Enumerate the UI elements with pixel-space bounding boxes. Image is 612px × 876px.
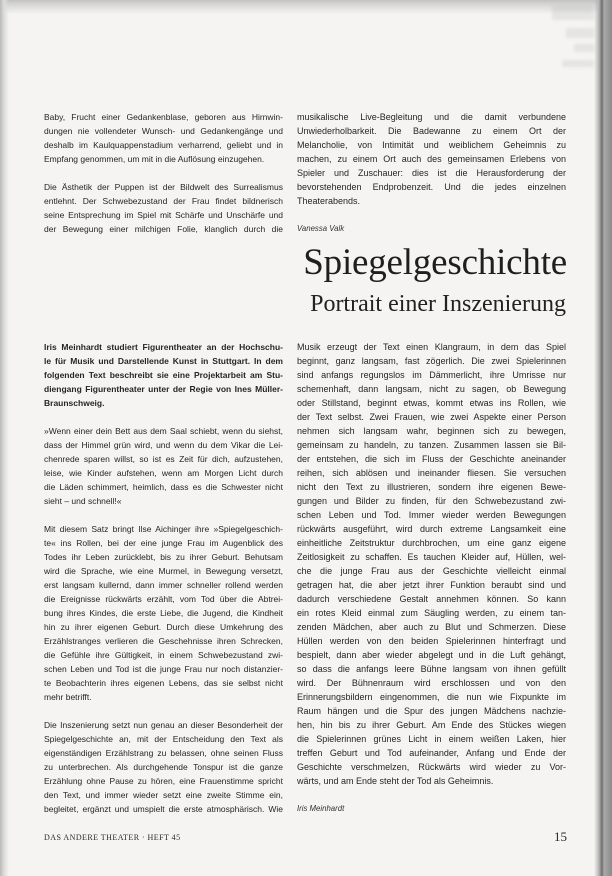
magazine-footer: DAS ANDERE THEATER · HEFT 45 xyxy=(44,833,181,842)
text-line: dadurch verschiedene Gestalt annehmen können. So kann xyxy=(297,594,566,604)
text-line: beginnt, ganz langsam, fast zögerlich. Die zwei Spielerinnen xyxy=(297,356,566,366)
page-number: 15 xyxy=(554,829,567,844)
text-line: ein rotes Kleid einmal zum Säugling werden, zu einem tan- xyxy=(297,608,566,618)
text-line: seine Entsprechung im Spiel mit Schärfe und Unschärfe und xyxy=(44,210,283,220)
text-line: che die junge Frau aus der Geschichte vielleicht einmal xyxy=(297,566,566,576)
text-line: schen Leben und Tod. Immer wieder werden Bewegungen xyxy=(297,510,566,520)
text-line: chenrede sparen willst, so ist es Zeit für dich, aufzustehen, xyxy=(44,454,283,464)
text-line: die Läden schimmert, heimlich, dass es die Schwester nicht xyxy=(44,482,283,492)
text-line: Mit diesem Satz bringt Ilse Aichinger ihre »Spiegelgeschich- xyxy=(44,524,283,534)
text-line: die Spielerinnen grünes Licht in einem weißen Laken, hier xyxy=(297,734,566,744)
text-line: wird die Sprache, wie eine Murmel, in Bewegung versetzt, xyxy=(44,566,283,576)
text-line: getragen hat, die aber jetzt ihrer Funktion beraubt sind und xyxy=(297,580,566,590)
show-through-smudge xyxy=(562,60,594,67)
paragraph xyxy=(44,180,283,236)
text-line: Hüllen werden von den beiden Spielerinnen hinterfragt und xyxy=(297,636,566,646)
text-line: dungen nie vollendeter Wunsch- und Gedankengänge und xyxy=(44,126,283,136)
text-line: Spiegelgeschichte an, mit der Entscheidung den Text als xyxy=(44,734,283,744)
text-line: machen, zu einem Ort auch des gemeinsamen Erlebens von xyxy=(297,154,566,164)
paragraph xyxy=(297,340,566,788)
text-line: hin zu ihrer eigenen Geburt. Durch diese Umkehrung des xyxy=(44,622,283,632)
text-line: gemeinsam zu handeln, zu tanzen. Zusammen lassen sie Bil- xyxy=(297,440,566,450)
text-line: bespielt, dann aber wieder abgelegt und in die Luft gehängt, xyxy=(297,650,566,660)
text-line: einheitliche Zeitstruktur durchbrochen, um eine ganz eigene xyxy=(297,538,566,548)
text-line: Musik erzeugt der Text einen Klangraum, in dem das Spiel xyxy=(297,342,566,352)
text-line: te Beobachterin ihres eigenen Lebens, das sie selbst nicht xyxy=(44,678,283,688)
article-right-column xyxy=(297,340,566,816)
text-line: mehr betrifft. xyxy=(44,692,92,702)
text-line: Spieler und Zuschauer: dies ist die Herausforderung der xyxy=(297,168,566,178)
text-line: wärts, und am Ende steht der Tod als Geheimnis. xyxy=(297,776,494,786)
author-credit: Vanessa Valk xyxy=(297,224,345,233)
text-line: gungen und Bilder zu finden, für den Schwebezustand zwi- xyxy=(297,496,566,506)
intro-paragraph xyxy=(44,340,283,410)
text-line: Baby, Frucht einer Gedankenblase, geboren aus Hirnwin- xyxy=(44,112,283,122)
text-line: entlehnt. Der Schwebezustand der Frau findet bildnerisch xyxy=(44,196,283,206)
text-line: der Bewegung einer milchigen Folie, klanglich durch die xyxy=(44,224,283,234)
text-line: erst langsam kullernd, dann immer schneller rollend werden xyxy=(44,580,283,590)
text-line: rückwärts ausgeführt, wird durch extreme Langsamkeit eine xyxy=(297,524,566,534)
text-line: Die Ästhetik der Puppen ist der Bildwelt des Surrealismus xyxy=(44,182,283,192)
previous-article-right-column xyxy=(297,110,566,236)
scan-edge-left xyxy=(0,0,9,876)
text-line: deshalb im Kaulquappenstadium verharrend, geliebt und in xyxy=(44,140,283,150)
text-line: Empfang genommen, um mit in die Auflösung einzugehen. xyxy=(44,154,265,164)
text-line: hen, hin bis zu ihrer Geburt. Am Ende des Stückes wiegen xyxy=(297,720,566,730)
text-line: Todes ihr Leben zurücklebt, bis zu ihrer Geburt. Behutsam xyxy=(44,552,283,562)
article-left-column xyxy=(44,340,283,830)
text-line: schen Leben und Tod ist die junge Frau nur noch distanzier- xyxy=(44,664,283,674)
show-through-smudge xyxy=(574,44,594,52)
quote-paragraph xyxy=(44,424,283,508)
text-line: Iris Meinhardt studiert Figurentheater an der Hochschu- xyxy=(44,342,283,352)
text-line: te« ins Rollen, bei der eine junge Frau im Augenblick des xyxy=(44,538,283,548)
previous-article-left-column xyxy=(44,110,283,250)
scan-edge-top xyxy=(0,0,612,14)
show-through-smudge xyxy=(566,28,594,38)
text-line: eigenständigen Erzählstrang zu belassen, ohne seinen Fluss xyxy=(44,748,283,758)
text-line: treffen Geburt und Tod aufeinander, Anfang und Ende der xyxy=(297,748,566,758)
text-line: schemenhaft, dann langsam, nicht zu sagen, ob Bewegung xyxy=(297,384,566,394)
scan-edge-right xyxy=(594,0,612,876)
text-line: begleitet, ergänzt und umspielt die erste atmosphärisch. Wie xyxy=(44,804,283,814)
text-line: »Wenn einer dein Bett aus dem Saal schiebt, wenn du siehst, xyxy=(44,426,283,436)
text-line: Die Inszenierung setzt nun genau an dieser Besonderheit der xyxy=(44,720,283,730)
text-line: den Text, und immer wieder setzt eine zweite Stimme ein, xyxy=(44,790,283,800)
text-line: Geschichte verschmelzen, Rückwärts wird wieder zu Vor- xyxy=(297,762,566,772)
text-line: bevorstehenden Endprobenzeit. Und die jedes einzelnen xyxy=(297,182,566,192)
paragraph xyxy=(297,110,566,208)
text-line: leise, wie Kinder aufstehen, wenn am Morgen Licht durch xyxy=(44,468,283,478)
text-line: der Text selbst. Zwei Frauen, wie zwei Aspekte einer Person xyxy=(297,412,566,422)
text-line: diengang Figurentheater unter der Regie von Ines Müller- xyxy=(44,384,283,394)
text-line: reihen, sich ablösen und ineinander fliesen. Sie versuchen xyxy=(297,468,566,478)
text-line: Unwiederholbarkeit. Die Badewanne zu einem Ort der xyxy=(297,126,566,136)
text-line: Erinnerungsbildern eingenommen, die nun wie Fixpunkte im xyxy=(297,692,566,702)
text-line: Raum hängen und die Spur des jungen Mädchens nachzie- xyxy=(297,706,566,716)
paragraph xyxy=(44,522,283,704)
text-line: Erzählung ohne Pause zu hören, eine Frauenstimme spricht xyxy=(44,776,283,786)
text-line: sind anfangs regungslos im Dämmerlicht, ihre Umrisse nur xyxy=(297,370,566,380)
text-line: Theaterabends. xyxy=(297,196,361,206)
author-credit: Iris Meinhardt xyxy=(297,804,345,813)
text-line: Braunschweig. xyxy=(44,398,105,408)
text-line: nehmen sich langsam wahr, beginnen sich zu bewegen, xyxy=(297,426,566,436)
text-line: oder Stillstand, beginnt etwas, kommt etwas ins Rollen, wie xyxy=(297,398,566,408)
text-line: die Ereignisse rückwärts erzählt, vom Tod über die Abtrei- xyxy=(44,594,283,604)
text-line: wird. Der Bühnenraum wird erschlossen und von den xyxy=(297,678,566,688)
text-line: so dass die anfangs leere Bühne langsam von ihnen gefüllt xyxy=(297,664,566,674)
text-line: bung ihres Kindes, die erste Liebe, die Jugend, die Kindheit xyxy=(44,608,283,618)
text-line: Melancholie, von Intimität und weiblichem Geheimnis zu xyxy=(297,140,566,150)
article-subtitle: Portrait einer Inszenierung xyxy=(310,291,566,317)
text-line: dass der Himmel grün wird, und wenn du dem Vikar die Lei- xyxy=(44,440,283,450)
text-line: der entstehen, die sich im Fluss der Geschichte aneinander xyxy=(297,454,566,464)
text-line: Erzählstranges verlieren die Geschehnisse ihren Schrecken, xyxy=(44,636,283,646)
text-line: musikalische Live-Begleitung und die damit verbundene xyxy=(297,112,566,122)
text-line: sieht – und schnell!« xyxy=(44,496,122,506)
text-line: zenden Mädchen, aber auch zu Blut und Schmerzen. Diese xyxy=(297,622,566,632)
text-line: le für Musik und Darstellende Kunst in Stuttgart. In dem xyxy=(44,356,283,366)
article-title: Spiegelgeschichte xyxy=(303,242,567,283)
paragraph xyxy=(44,110,283,166)
text-line: folgenden Text beschreibt sie eine Projektarbeit am Stu- xyxy=(44,370,283,380)
paragraph xyxy=(44,718,283,816)
text-line: zu unterbrechen. Als durchgehende Tonspur ist die ganze xyxy=(44,762,283,772)
text-line: nicht den Text zu illustrieren, sondern ihre eigenen Bewe- xyxy=(297,482,566,492)
text-line: Zeitlosigkeit zu schaffen. Es tauchen Kleider auf, Hüllen, wel- xyxy=(297,552,566,562)
show-through-smudge xyxy=(552,6,594,20)
text-line: die Gefühle ihre Gültigkeit, in einem Schwebezustand zwi- xyxy=(44,650,283,660)
